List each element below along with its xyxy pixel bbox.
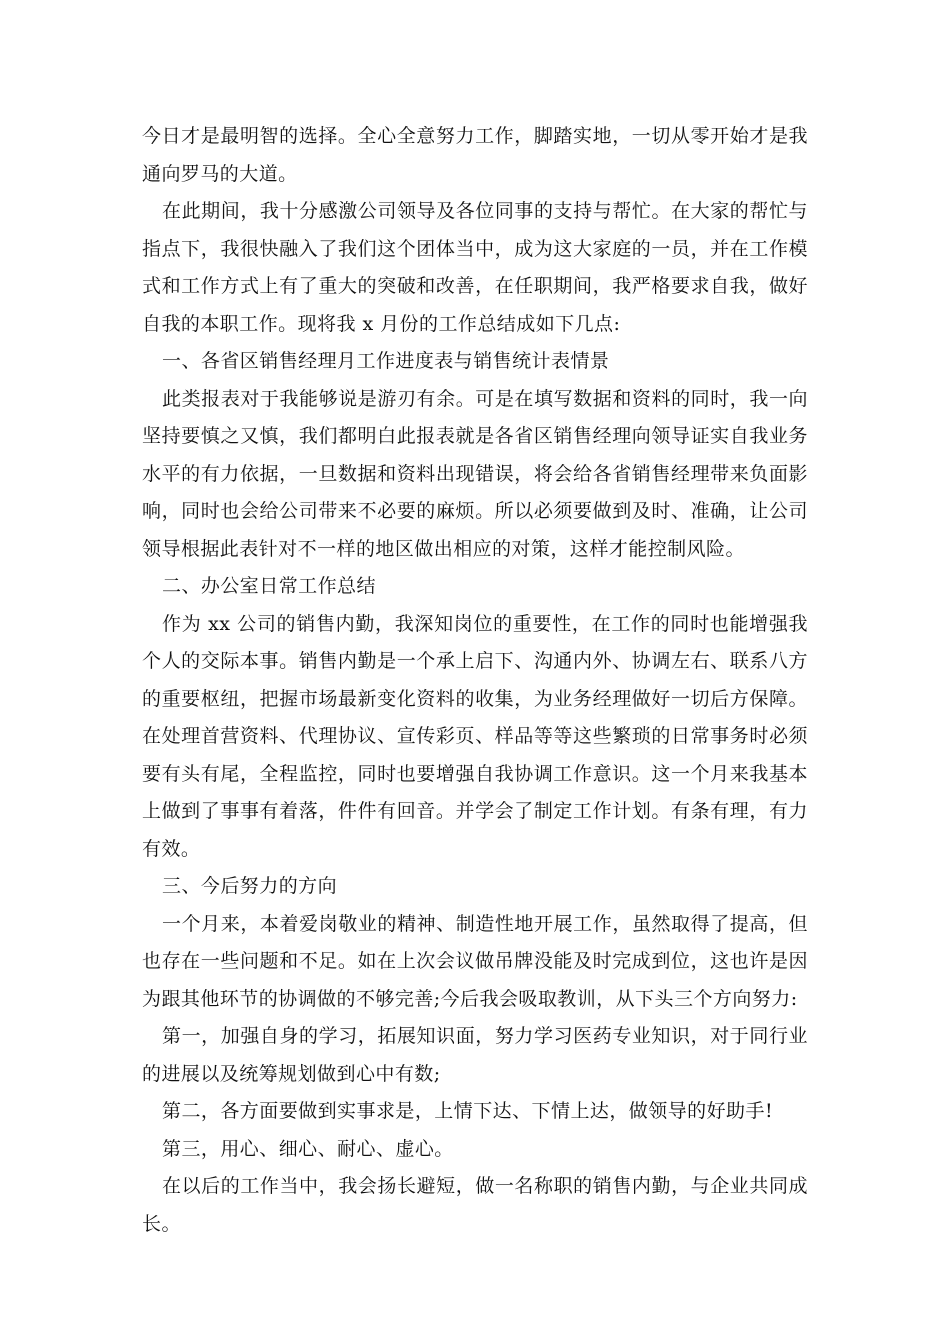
section-heading-3: 三、今后努力的方向 bbox=[162, 875, 338, 897]
paragraph-closing: 在以后的工作当中，我会扬长避短，做一名称职的销售内勤，与企业共同成长。 bbox=[142, 1175, 808, 1235]
section-heading-1: 一、各省区销售经理月工作进度表与销售统计表情景 bbox=[162, 350, 610, 372]
paragraph-section-3: 一个月来，本着爱岗敬业的精神、制造性地开展工作，虽然取得了提高，但也存在一些问题和不足。如在上次会议做吊牌没能及时完成到位，这也许是因为跟其他环节的协调做的不够完善;今后我会吸取教训，从下头三个方向努力: bbox=[142, 912, 808, 1010]
paragraph-section-1: 此类报表对于我能够说是游刃有余。可是在填写数据和资料的同时，我一向坚持要慎之又慎，我们都明白此报表就是各省区销售经理向领导证实自我业务水平的有力依据，一旦数据和资料出现错误，将会给各省销售经理带来负面影响，同时也会给公司带来不必要的麻烦。所以必须要做到及时、准确，让公司领导根据此表针对不一样的地区做出相应的对策，这样才能控制风险。 bbox=[142, 387, 808, 560]
paragraph-gratitude: 在此期间，我十分感激公司领导及各位同事的支持与帮忙。在大家的帮忙与指点下，我很快融入了我们这个团体当中，成为这大家庭的一员，并在工作模式和工作方式上有了重大的突破和改善，在任职期间，我严格要求自我，做好自我的本职工作。现将我 x 月份的工作总结成如下几点: bbox=[142, 200, 808, 335]
paragraph-point-3: 第三，用心、细心、耐心、虚心。 bbox=[162, 1137, 454, 1160]
paragraph-point-1: 第一，加强自身的学习，拓展知识面，努力学习医药专业知识，对于同行业的进展以及统筹规划做到心中有数; bbox=[142, 1025, 808, 1085]
document-body bbox=[142, 118, 808, 1243]
paragraph-intro: 今日才是最明智的选择。全心全意努力工作，脚踏实地，一切从零开始才是我通向罗马的大道。 bbox=[142, 125, 808, 185]
section-heading-2: 二、办公室日常工作总结 bbox=[162, 575, 376, 597]
paragraph-section-2: 作为 xx 公司的销售内勤，我深知岗位的重要性，在工作的同时也能增强我个人的交际本事。销售内勤是一个承上启下、沟通内外、协调左右、联系八方的重要枢纽，把握市场最新变化资料的收集，为业务经理做好一切后方保障。在处理首营资料、代理协议、宣传彩页、样品等等这些繁琐的日常事务时必须要有头有尾，全程监控，同时也要增强自我协调工作意识。这一个月来我基本上做到了事事有着落，件件有回音。并学会了制定工作计划。有条有理，有力有效。 bbox=[142, 612, 808, 860]
paragraph-point-2: 第二，各方面要做到实事求是，上情下达、下情上达，做领导的好助手! bbox=[162, 1100, 774, 1122]
